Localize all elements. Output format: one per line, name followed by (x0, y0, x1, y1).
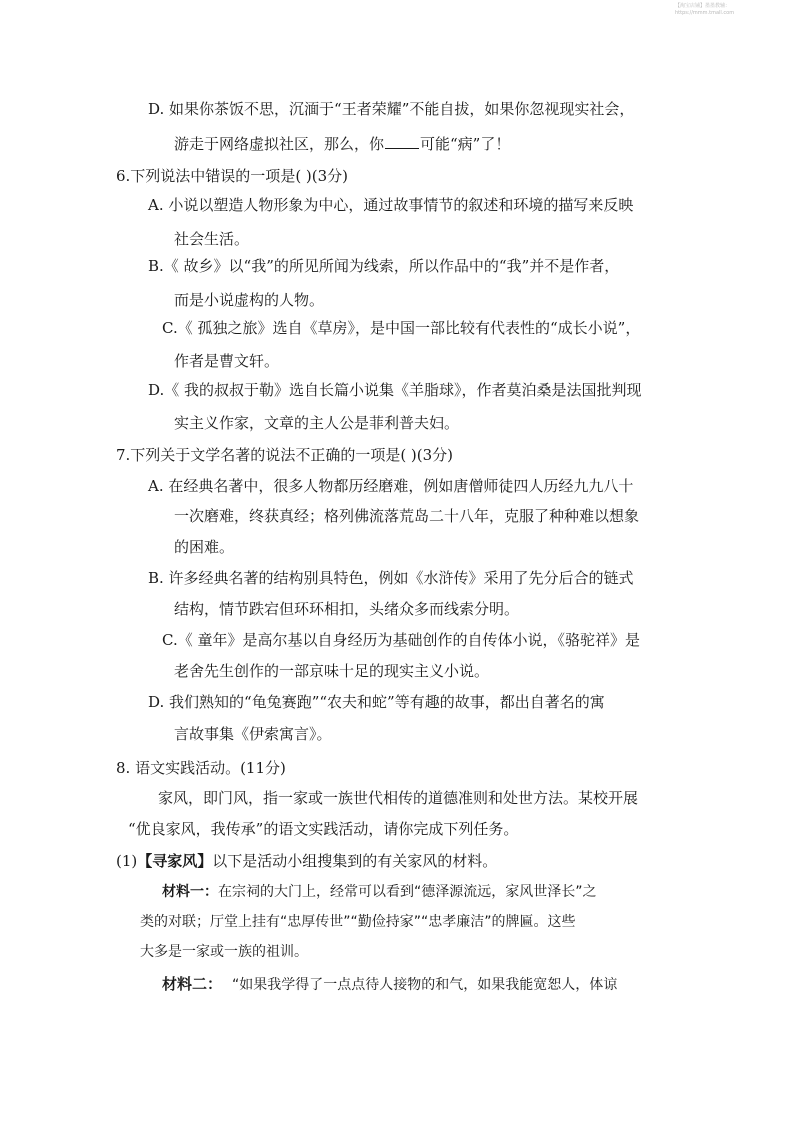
q5-option-d-line-1: D. 如果你茶饭不思，沉湎于“王者荣耀”不能自拔，如果你忽视现实社会， (148, 100, 635, 118)
q8-part-1-number: (1) (116, 852, 138, 870)
q6-option-a-line-1: A. 小说以塑造人物形象为中心，通过故事情节的叙述和环境的描写来反映 (148, 196, 634, 214)
q7-option-c-line-2: 老舍先生创作的一部京味十足的现实主义小说。 (174, 662, 490, 680)
q8-intro-line-1: 家风，即门风，指一家或一族世代相传的道德准则和处世方法。某校开展 (158, 789, 639, 807)
q6-option-b-line-1: B.《 故乡》以“我”的所见所闻为线索，所以作品中的“我”并不是作者， (148, 257, 620, 275)
q7-option-a-line-3: 的困难。 (174, 538, 235, 556)
material-1-line-2: 类的对联；厅堂上挂有“忠厚传世”“勤俭持家”“忠孝廉洁”的牌匾。这些 (140, 914, 576, 930)
watermark (675, 3, 787, 17)
q7-option-d-line-2: 言故事集《伊索寓言》。 (174, 725, 332, 743)
q6-option-d-line-2: 实主义作家，文章的主人公是菲利普夫妇。 (174, 414, 460, 432)
q5-option-d-text-a: 游走于网络虚拟社区，那么，你 (174, 135, 385, 153)
material-1-line-3: 大多是一家或一族的祖训。 (140, 944, 308, 960)
q6-option-c-line-1: C.《 孤独之旅》选自《草房》，是中国一部比较有代表性的“成长小说”， (162, 319, 641, 337)
q6-option-b-line-2: 而是小说虚构的人物。 (174, 291, 325, 309)
q8-part-1-text: 以下是活动小组搜集到的有关家风的材料。 (212, 852, 498, 870)
q7-option-b-line-2: 结构，情节跌宕但环环相扣，头绪众多而线索分明。 (174, 600, 520, 618)
q6-option-c-line-2: 作者是曹文轩。 (174, 352, 280, 370)
material-1-text-1: 在宗祠的大门上，经常可以看到“德泽源流远，家风世泽长”之 (218, 884, 597, 900)
watermark-line-1: 【淘宝店铺】墨墨教辅： (675, 3, 731, 9)
q7-option-a-line-2: 一次磨难，终获真经；格列佛流落荒岛二十八年，克服了种种难以想象 (174, 507, 640, 525)
q6-option-d-line-1: D.《 我的叔叔于勒》选自长篇小说集《羊脂球》，作者莫泊桑是法国批判现 (148, 381, 642, 399)
q8-part-1-heading (116, 851, 497, 871)
q7-option-b-line-1: B. 许多经典名著的结构别具特色，例如《水浒传》采用了先分后合的链式 (148, 569, 634, 587)
material-2-text-1: “如果我学得了一点点待人接物的和气，如果我能宽恕人，体谅 (232, 977, 618, 993)
q7-option-d-line-1: D. 我们熟知的“龟兔赛跑”“农夫和蛇”等有趣的故事，都出自著名的寓 (148, 693, 605, 711)
material-1-line-1 (162, 882, 597, 902)
q8-stem: 8. 语文实践活动。(11分) (116, 759, 286, 777)
material-2-line-1 (162, 974, 617, 995)
q7-option-c-line-1: C.《 童年》是高尔基以自身经历为基础创作的自传体小说，《骆驼祥》是 (162, 631, 640, 649)
q7-option-a-line-1: A. 在经典名著中，很多人物都历经磨难，例如唐僧师徒四人历经九九八十 (148, 477, 634, 495)
q5-option-d-text-b: 可能“病”了！ (420, 135, 511, 153)
material-2-label: 材料二： (162, 975, 223, 993)
material-1-label: 材料一： (162, 884, 218, 900)
q8-part-1-tag: 【寻家风】 (137, 852, 213, 870)
q6-stem: 6.下列说法中错误的一项是( )(3分) (116, 167, 349, 185)
q7-stem: 7.下列关于文学名著的说法不正确的一项是( )(3分) (116, 446, 454, 464)
watermark-line-2: https://mmm.tmall.com (675, 10, 735, 16)
q5-option-d-line-2 (174, 134, 510, 154)
answer-blank (385, 134, 419, 149)
q8-intro-line-2: “优良家风，我传承”的语文实践活动，请你完成下列任务。 (128, 820, 519, 838)
q6-option-a-line-2: 社会生活。 (174, 230, 250, 248)
